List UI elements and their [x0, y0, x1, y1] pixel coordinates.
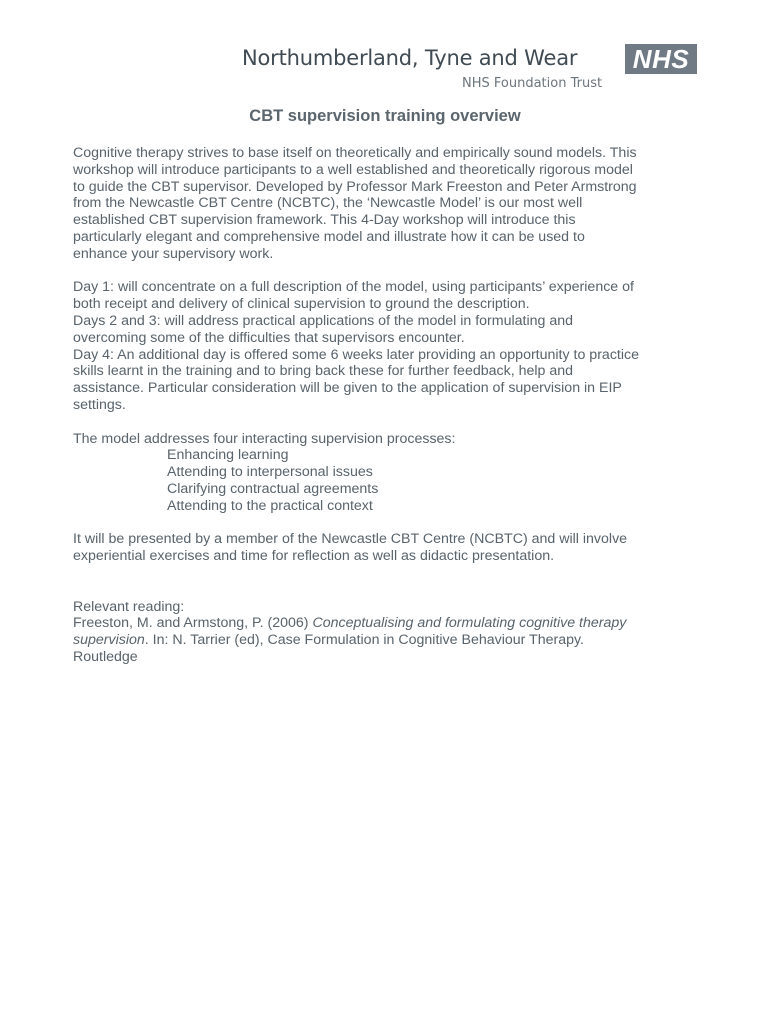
presenter-paragraph: [73, 531, 703, 565]
presenter-line: experiential exercises and time for reflection as well as didactic presentation.: [73, 548, 555, 565]
process-item: Clarifying contractual agreements: [167, 480, 379, 497]
reading-heading: Relevant reading:: [73, 598, 185, 615]
trust-name: NHS Foundation Trust: [462, 76, 603, 91]
citation-source: . In: N. Tarrier (ed), Case Formulation in Cognitive Behaviour Therapy.: [144, 632, 584, 649]
days-line: Day 1: will concentrate on a full description of the model, using participants’ experience of: [73, 279, 634, 296]
days-line: overcoming some of the difficulties that supervisors encounter.: [73, 329, 465, 346]
intro-paragraph: [73, 145, 703, 263]
citation-authors: Freeston, M. and Armstong, P. (2006): [73, 615, 313, 632]
spacer: [73, 582, 703, 599]
reading-paragraph: [73, 599, 703, 666]
letterhead: [240, 42, 700, 94]
intro-line: particularly elegant and comprehensive model and illustrate how it can be used to: [73, 228, 585, 245]
process-item: Attending to interpersonal issues: [167, 464, 373, 481]
citation-title-end: supervision: [73, 632, 145, 649]
processes-intro: The model addresses four interacting supervision processes:: [73, 430, 456, 447]
process-item: Attending to the practical context: [167, 497, 373, 514]
processes-paragraph: [73, 431, 703, 515]
days-line: both receipt and delivery of clinical supervision to ground the description.: [73, 296, 530, 313]
intro-line: workshop will introduce participants to a well established and theoretically rigorous model: [73, 161, 633, 178]
intro-line: established CBT supervision framework. This 4-Day workshop will introduce this: [73, 212, 576, 229]
nhs-logo: NHS: [625, 44, 697, 74]
days-line: skills learnt in the training and to bring back these for further feedback, help and: [73, 363, 574, 380]
days-line: assistance. Particular consideration will be given to the application of supervision in EIP: [73, 380, 622, 397]
reading-citation-line: [73, 615, 703, 632]
days-line: settings.: [73, 396, 126, 413]
intro-line: from the Newcastle CBT Centre (NCBTC), the ‘Newcastle Model’ is our most well: [73, 195, 583, 212]
days-paragraph: [73, 279, 703, 413]
days-line: Day 4: An additional day is offered some 6 weeks later providing an opportunity to practice: [73, 346, 639, 363]
intro-line: to guide the CBT supervisor. Developed by Professor Mark Freeston and Peter Armstrong: [73, 178, 637, 195]
process-item: Enhancing learning: [167, 447, 289, 464]
citation-publisher: Routledge: [73, 648, 138, 665]
days-line: Days 2 and 3: will address practical applications of the model in formulating and: [73, 312, 573, 329]
document-body: [73, 145, 703, 683]
citation-title: Conceptualising and formulating cognitive therapy: [312, 615, 627, 632]
organization-name: Northumberland, Tyne and Wear: [242, 46, 578, 70]
presenter-line: It will be presented by a member of the Newcastle CBT Centre (NCBTC) and will involve: [73, 531, 628, 548]
document-title: CBT supervision training overview: [249, 107, 521, 125]
intro-line: enhance your supervisory work.: [73, 245, 274, 262]
intro-line: Cognitive therapy strives to base itself on theoretically and empirically sound models. This: [73, 145, 637, 161]
reading-citation-line: [73, 632, 703, 649]
